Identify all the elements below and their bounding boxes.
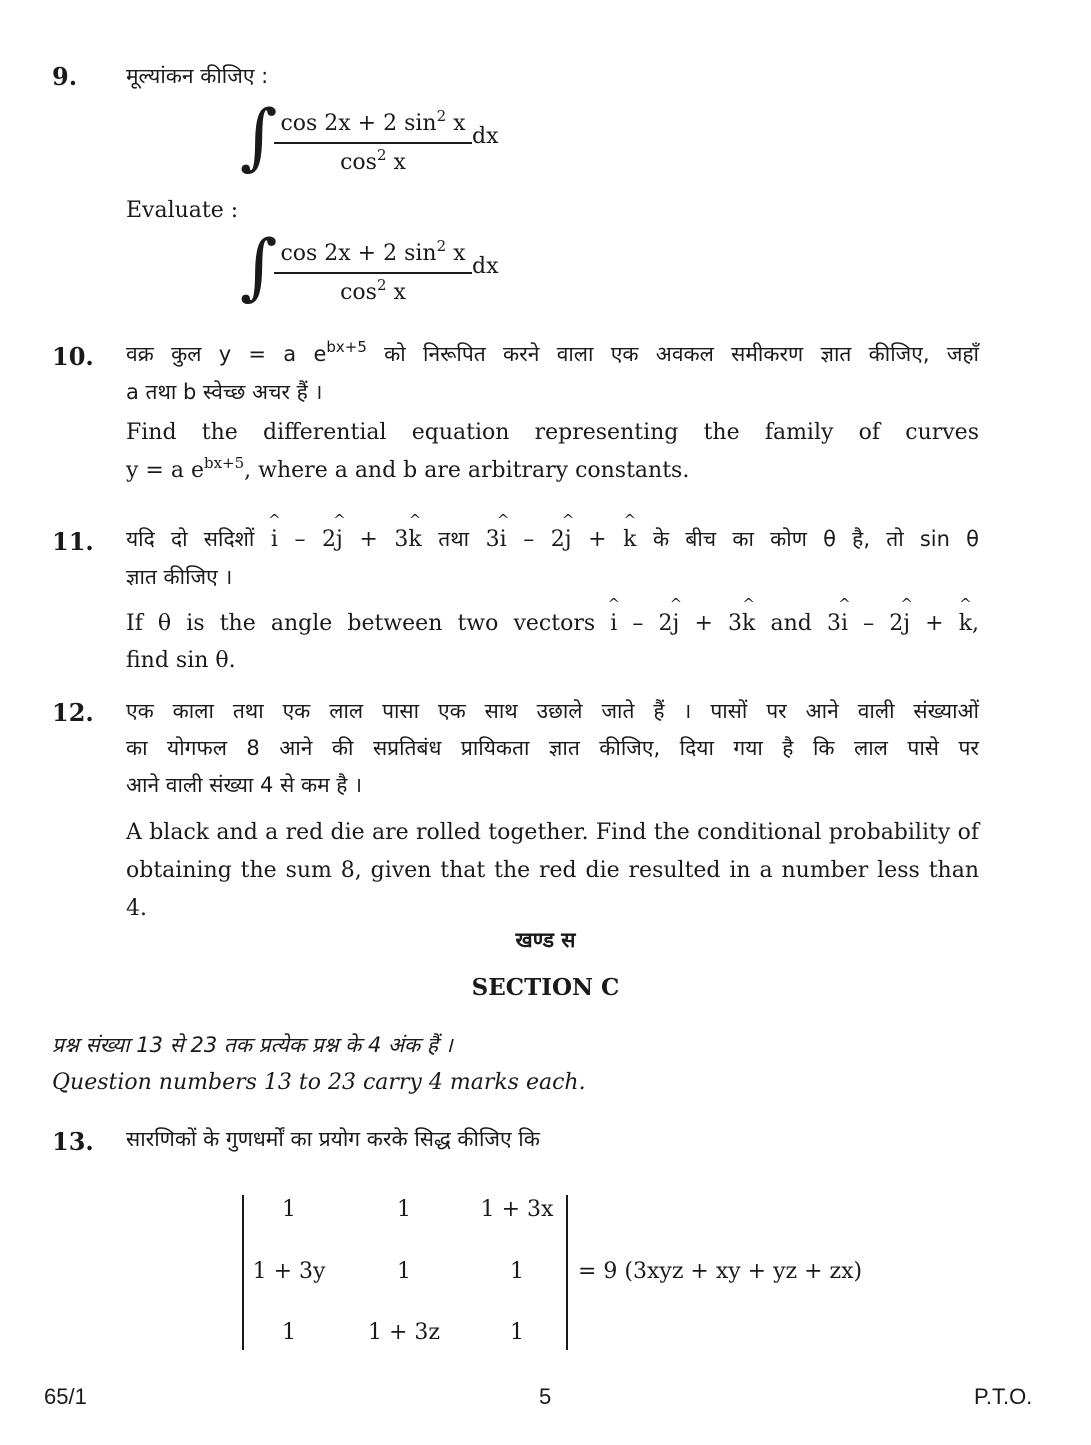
det-cell-r2c3: 1 <box>510 1259 524 1284</box>
section-note-hindi: प्रश्न संख्या 13 से 23 तक प्रत्येक प्रश्न के 4 अंक हैं । <box>52 1033 453 1057</box>
question-number-9: 9. <box>52 62 78 91</box>
q9-integral-hindi <box>240 94 540 188</box>
question-number-12: 12. <box>52 698 94 727</box>
q11-hindi-line-2: ज्ञात कीजिए । <box>126 565 233 589</box>
q13-hindi-prompt: सारणिकों के गुणधर्मों का प्रयोग करके सिद्ध कीजिए कि <box>126 1127 540 1151</box>
question-number-13: 13. <box>52 1127 94 1156</box>
numerator: cos 2x + 2 $\sin^2 x$ <box>280 237 466 266</box>
q9-integral-english <box>240 224 540 318</box>
determinant <box>242 1195 568 1350</box>
question-number-10: 10. <box>52 342 94 371</box>
integrand-fraction <box>274 238 472 308</box>
q10-hindi-line-1: वक्र कुल y = a $e^{bx+5}$ को निरूपित करने वाला एक अवकल समीकरण ज्ञात कीजिए, जहाँ <box>126 338 979 366</box>
q9-english-prompt: Evaluate : <box>126 198 239 223</box>
det-cell-r2c1: 1 + 3y <box>252 1259 326 1284</box>
det-cell-r2c2: 1 <box>397 1259 411 1284</box>
q11-english-line-2: find sin θ. <box>126 648 236 673</box>
det-cell-r3c3: 1 <box>510 1320 524 1345</box>
q12-english-text: A black and a red die are rolled together. Find the conditional probability of obtaining the sum 8, given that the red die resulted in a number less than 4. <box>126 820 979 921</box>
please-turn-over: P.T.O. <box>974 1384 1033 1409</box>
q10-english-line-1: Find the differential equation representing the family of curves <box>126 420 979 445</box>
integrand-fraction <box>274 108 472 178</box>
det-cell-r3c2: 1 + 3z <box>367 1320 440 1345</box>
differential: dx <box>472 124 499 149</box>
q12-hindi-line-2: का योगफल 8 आने की सप्रतिबंध प्रायिकता ज्ञात कीजिए, दिया गया है कि लाल पासे पर <box>126 736 979 760</box>
denominator: $\cos^2 x$ <box>340 146 406 175</box>
section-note-english: Question numbers 13 to 23 carry 4 marks each. <box>52 1070 586 1095</box>
section-title-hindi: खण्ड स <box>515 928 576 952</box>
fraction-bar <box>274 142 472 144</box>
denominator: $\cos^2 x$ <box>340 276 406 305</box>
q10-hindi-line-2: a तथा b स्वेच्छ अचर हैं । <box>126 380 323 404</box>
integral-sign: ∫ <box>240 224 278 308</box>
det-cell-r1c3: 1 + 3x <box>480 1197 554 1222</box>
q10-english-line-2: y = a $e^{bx+5}$, where a and b are arbitrary constants. <box>126 454 690 483</box>
det-cell-r1c1: 1 <box>282 1197 296 1222</box>
q11-hindi-line-1: यदि दो सदिशों ^ i – 2^ j + 3^ k तथा 3^ i – 2^ j + ^ k के बीच का कोण θ है, तो sin θ <box>126 525 979 553</box>
q9-hindi-prompt: मूल्यांकन कीजिए : <box>126 64 269 88</box>
q11-english-line-1: If θ is the angle between two vectors ^ i – 2^ j + 3^ k and 3^ i – 2^ j + ^ k, <box>126 611 979 636</box>
determinant-rhs: = 9 (3xyz + xy + yz + zx) <box>578 1259 863 1284</box>
q12-hindi-line-1: एक काला तथा एक लाल पासा एक साथ उछाले जाते हैं । पासों पर आने वाली संख्याओं <box>126 699 979 723</box>
det-cell-r1c2: 1 <box>397 1197 411 1222</box>
section-title-english: SECTION C <box>471 974 620 1001</box>
integral-sign: ∫ <box>240 94 278 178</box>
det-cell-r3c1: 1 <box>282 1320 296 1345</box>
page-number: 5 <box>539 1384 552 1409</box>
numerator: cos 2x + 2 $\sin^2 x$ <box>280 107 466 136</box>
paper-code: 65/1 <box>44 1384 87 1409</box>
differential: dx <box>472 254 499 279</box>
fraction-bar <box>274 272 472 274</box>
q12-hindi-line-3: आने वाली संख्या 4 से कम है । <box>126 773 363 797</box>
question-number-11: 11. <box>52 527 94 556</box>
